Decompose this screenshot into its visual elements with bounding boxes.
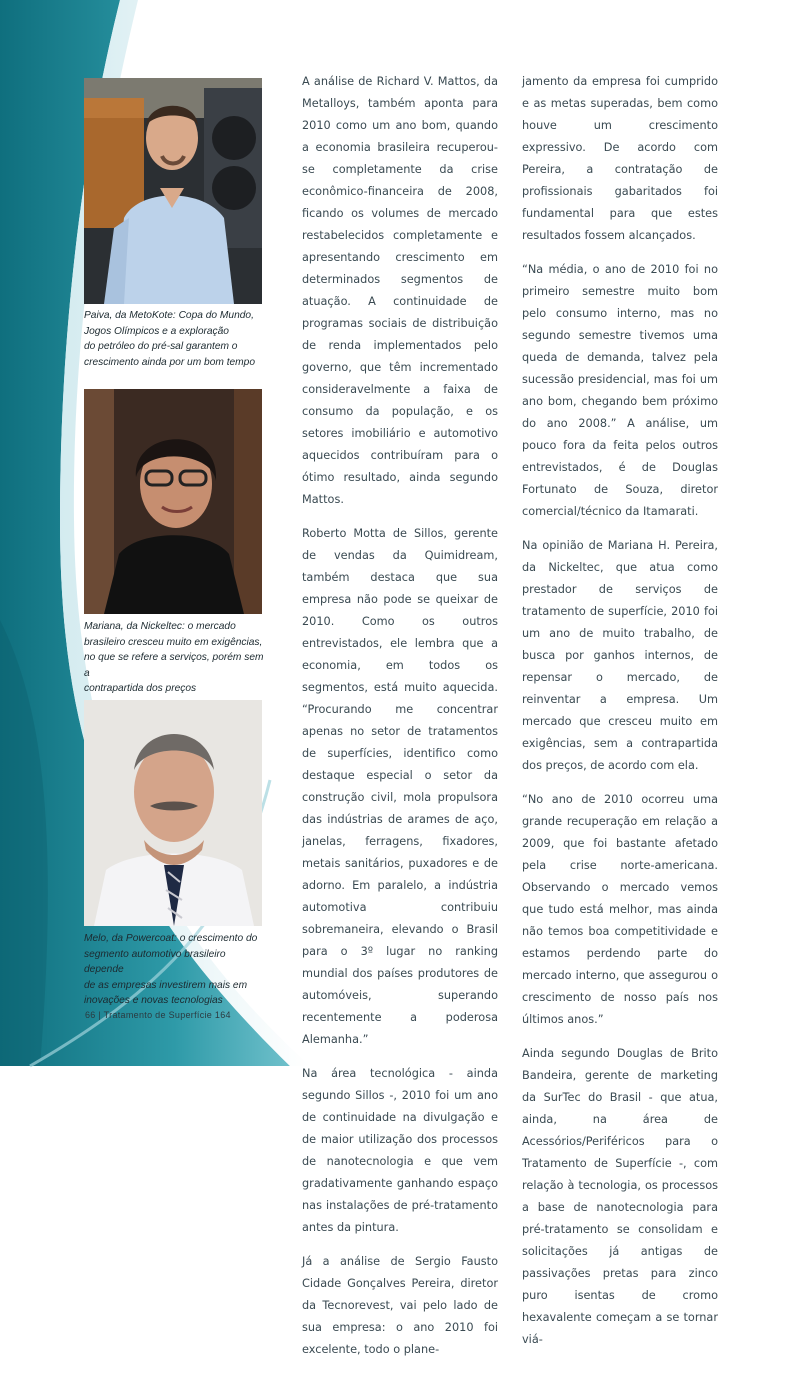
article-column-1 <box>302 71 498 1373</box>
photo-paiva <box>84 78 262 304</box>
caption-line: segmento automotivo brasileiro depende <box>84 948 226 975</box>
caption-line: no que se refere a serviços, porém sem a <box>84 652 264 679</box>
caption-paiva <box>84 308 264 370</box>
caption-mariana <box>84 619 264 697</box>
caption-line: inovações e novas tecnologias <box>84 995 223 1006</box>
article-paragraph: Ainda segundo Douglas de Brito Bandeira, gerente de marketing da SurTec do Brasil - que atua, ainda, na área de Acessórios/Periféricos para o Tratamento de Superfície -, com relação à tecnologia, os processos a base de nanotecnologia para pré-tratamento se consolidam e solicitações já antigas de passivações pretas para zinco puro isentas de cromo hexavalente começam a se tornar viá- <box>522 1047 718 1346</box>
caption-line: do petróleo do pré-sal garantem o <box>84 341 238 352</box>
article-paragraph: A análise de Richard V. Mattos, da Metalloys, também aponta para 2010 como um ano bom, quando a economia brasileira recuperou-se completamente da crise econômico-financeira de 2008, ficando os volumes de mercado restabelecidos completamente e apresentando crescimento em determinados segmentos de atuação. A continuidade de programas sociais de distribuição de renda implementados pelo governo, que têm incrementado consideravelmente a faixa de consumo da população, e os setores imobiliário e automotivo aquecidos contribuíram para o ótimo resultado, ainda segundo Mattos. <box>302 75 498 506</box>
article-paragraph: jamento da empresa foi cumprido e as metas superadas, bem como houve um crescimento expressivo. De acordo com Pereira, a contratação de profissionais gabaritados foi fundamental para que estes resultados fossem alcançados. <box>522 75 718 242</box>
article-paragraph: Na opinião de Mariana H. Pereira, da Nickeltec, que atua como prestador de serviços de tratamento de superfície, 2010 foi um ano de muito trabalho, de busca por ganhos internos, de repensar o mercado, de reinventar a empresa. Um mercado que cresceu muito em exigências, sem a contrapartida dos preços, de acordo com ela. <box>522 539 718 772</box>
article-paragraph: “Na média, o ano de 2010 foi no primeiro semestre muito bom pelo consumo interno, mas no segundo semestre tivemos uma queda de demanda, talvez pela sucessão presidencial, mas foi um ano bom, chegando bem próximo do ano 2008.” A análise, um pouco fora da feita pelos outros entrevistados, é de Douglas Fortunato de Souza, diretor comercial/técnico da Itamarati. <box>522 263 718 518</box>
caption-line: Melo, da Powercoat: o crescimento do <box>84 933 258 944</box>
caption-line: contrapartida dos preços <box>84 683 197 694</box>
caption-line: Mariana, da Nickeltec: o mercado <box>84 621 236 632</box>
caption-line: crescimento ainda por um bom tempo <box>84 356 256 368</box>
article-column-2 <box>522 71 718 1363</box>
caption-line: Jogos Olímpicos e a exploração <box>84 325 229 337</box>
caption-line: brasileiro cresceu muito em exigências, <box>84 636 263 648</box>
article-paragraph: “No ano de 2010 ocorreu uma grande recuperação em relação a 2009, que foi bastante afetado pela crise norte-americana. Observando o mercado vemos que tudo está melhor, mas ainda não temos boa competitividade e estamos perdendo parte do mercado interno, que assegurou o crescimento de nosso país nos últimos anos.” <box>522 793 718 1026</box>
article-paragraph: Já a análise de Sergio Fausto Cidade Gonçalves Pereira, diretor da Tecnorevest, vai pelo lado de sua empresa: o ano 2010 foi excelente, todo o plane- <box>302 1255 498 1356</box>
photo-mariana <box>84 389 262 614</box>
article-paragraph: Na área tecnológica - ainda segundo Sillos -, 2010 foi um ano de continuidade na divulgação e de maior utilização dos processos de nanotecnologia e que vem gradativamente ganhando espaço nas instalações de pré-tratamento antes da pintura. <box>302 1067 498 1234</box>
caption-melo <box>84 931 264 1009</box>
article-paragraph: Roberto Motta de Sillos, gerente de vendas da Quimidream, também destaca que sua empresa não pode se queixar de 2010. Como os outros entrevistados, ele lembra que a economia, em todos os segmentos, está muito aquecida. “Procurando me concentrar apenas no setor de tratamentos de superfícies, identifico como destaque especial o setor da construção civil, mola propulsora das indústrias de arames de aço, janelas, ferragens, fixadores, metais sanitários, puxadores e de adorno. Em paralelo, a indústria automotiva contribuiu sobremaneira, elevando o Brasil para o 3º lugar no ranking mundial dos países produtores de automóveis, superando recentemente a poderosa Alemanha.” <box>302 527 498 1046</box>
caption-line: Paiva, da MetoKote: Copa do Mundo, <box>84 310 254 321</box>
caption-line: de as empresas investirem mais em <box>84 979 248 991</box>
page-footer: 66 | Tratamento de Superfície 164 <box>85 1010 231 1020</box>
photo-melo <box>84 700 262 926</box>
